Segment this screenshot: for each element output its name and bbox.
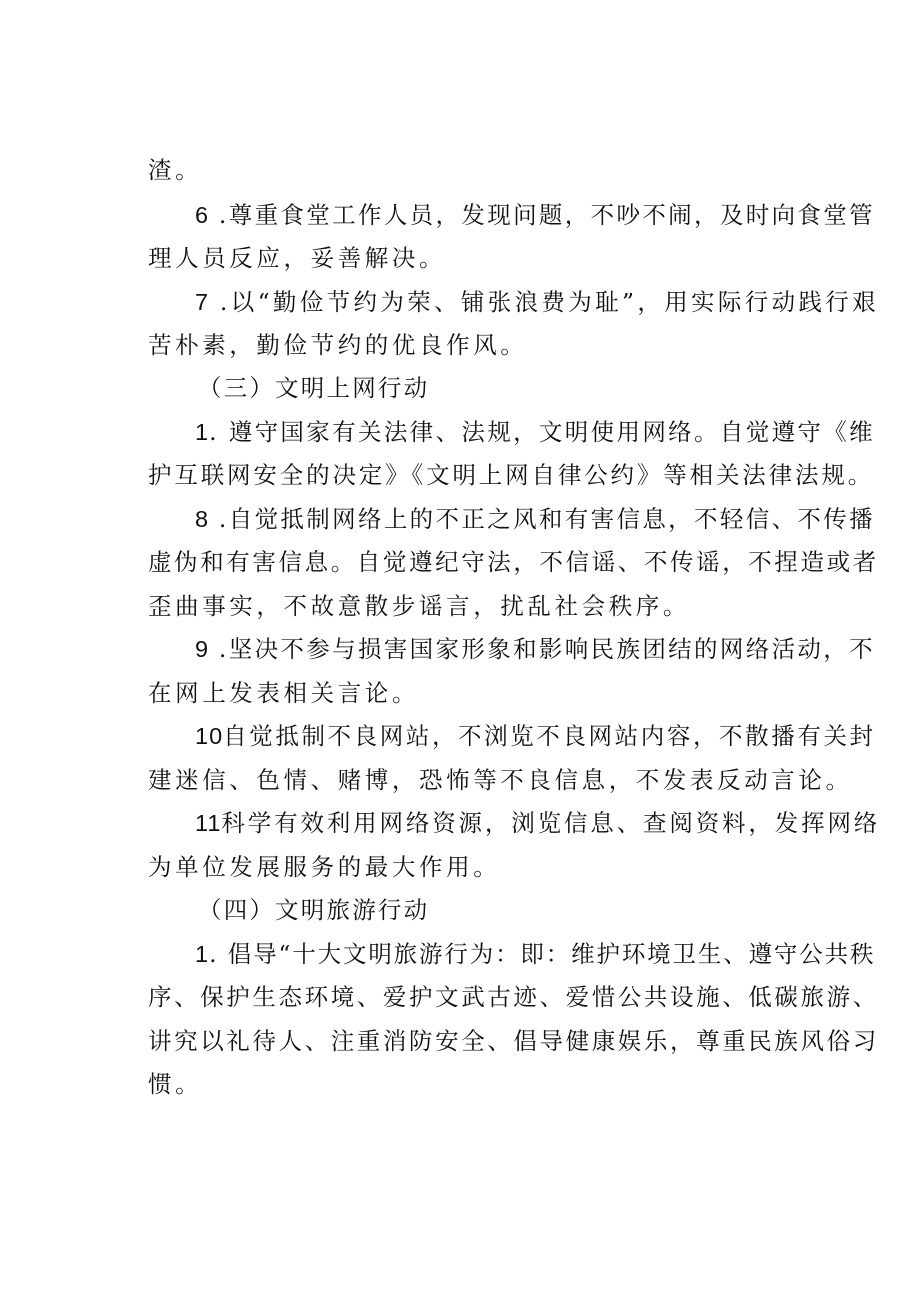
paragraph-line — [148, 1026, 879, 1056]
line-text: 苦朴素，勤俭节约的优良作风。 — [148, 331, 528, 359]
paragraph-line — [148, 460, 874, 490]
line-text: 护互联网安全的决定》《文明上网自律公约》等相关法律法规。 — [148, 461, 875, 489]
line-text: 虚伪和有害信息。自觉遵纪守法，不信谣、不传谣，不捏造或者 — [148, 548, 879, 576]
line-text: 理人员反应，妥善解决。 — [148, 244, 447, 272]
paragraph-line — [148, 852, 500, 882]
item-number: 6 — [195, 202, 210, 228]
line-text: 讲究以礼待人、注重消防安全、倡导健康娱乐，尊重民族风俗习 — [148, 1027, 879, 1055]
list-item-10 — [195, 721, 876, 751]
item-number: 11 — [195, 810, 222, 836]
list-item-8 — [195, 504, 875, 534]
line-text: 渣。 — [148, 156, 203, 184]
paragraph-line — [148, 591, 690, 621]
line-text: .尊重食堂工作人员，发现问题，不吵不闹，及时向食堂管 — [209, 201, 875, 229]
paragraph-line — [148, 678, 419, 708]
paragraph-line — [148, 243, 446, 273]
paragraph-line — [148, 1069, 202, 1099]
list-item-1 — [195, 417, 875, 447]
paragraph-line — [148, 982, 879, 1012]
item-number: 1 — [195, 941, 210, 967]
section-heading — [198, 895, 429, 925]
list-item-11 — [195, 808, 880, 838]
heading-text: （三）文明上网行动 — [198, 374, 430, 402]
line-text: 在网上发表相关言论。 — [148, 679, 419, 707]
list-item-9 — [195, 634, 875, 664]
list-item-7 — [195, 287, 879, 317]
section-heading — [198, 373, 429, 403]
line-text: . 遵守国家有关法律、法规，文明使用网络。自觉遵守《维 — [209, 418, 875, 446]
line-text: 惯。 — [148, 1070, 203, 1098]
line-text: 为单位发展服务的最大作用。 — [148, 853, 501, 881]
item-number: 9 — [195, 636, 210, 662]
line-text: .以“勤俭节约为荣、铺张浪费为耻”，用实际行动践行艰 — [209, 288, 879, 316]
list-item-1 — [195, 939, 875, 969]
paragraph-line — [148, 155, 202, 185]
line-text: 序、保护生态环境、爱护文武古迹、爱惜公共设施、低碳旅游、 — [148, 983, 879, 1011]
heading-text: （四）文明旅游行动 — [198, 896, 430, 924]
line-text: .自觉抵制网络上的不正之风和有害信息，不轻信、不传播 — [209, 505, 875, 533]
line-text: .坚决不参与损害国家形象和影响民族团结的网络活动，不 — [209, 635, 875, 663]
line-text: 自觉抵制不良网站，不浏览不良网站内容，不散播有关封 — [223, 722, 876, 750]
line-text: 科学有效利用网络资源，浏览信息、查阅资料，发挥网络 — [221, 809, 881, 837]
paragraph-line — [148, 330, 527, 360]
paragraph-line — [148, 765, 853, 795]
paragraph-line — [148, 547, 879, 577]
item-number: 7 — [195, 289, 210, 315]
line-text: 建迷信、色情、赌博，恐怖等不良信息，不发表反动言论。 — [148, 766, 853, 794]
list-item-6 — [195, 200, 875, 230]
item-number: 8 — [195, 506, 210, 532]
line-text: . 倡导“十大文明旅游行为：即：维护环境卫生、遵守公共秩 — [209, 940, 876, 968]
line-text: 歪曲事实，不故意散步谣言，扰乱社会秩序。 — [148, 592, 690, 620]
item-number: 10 — [195, 723, 224, 749]
item-number: 1 — [195, 419, 210, 445]
